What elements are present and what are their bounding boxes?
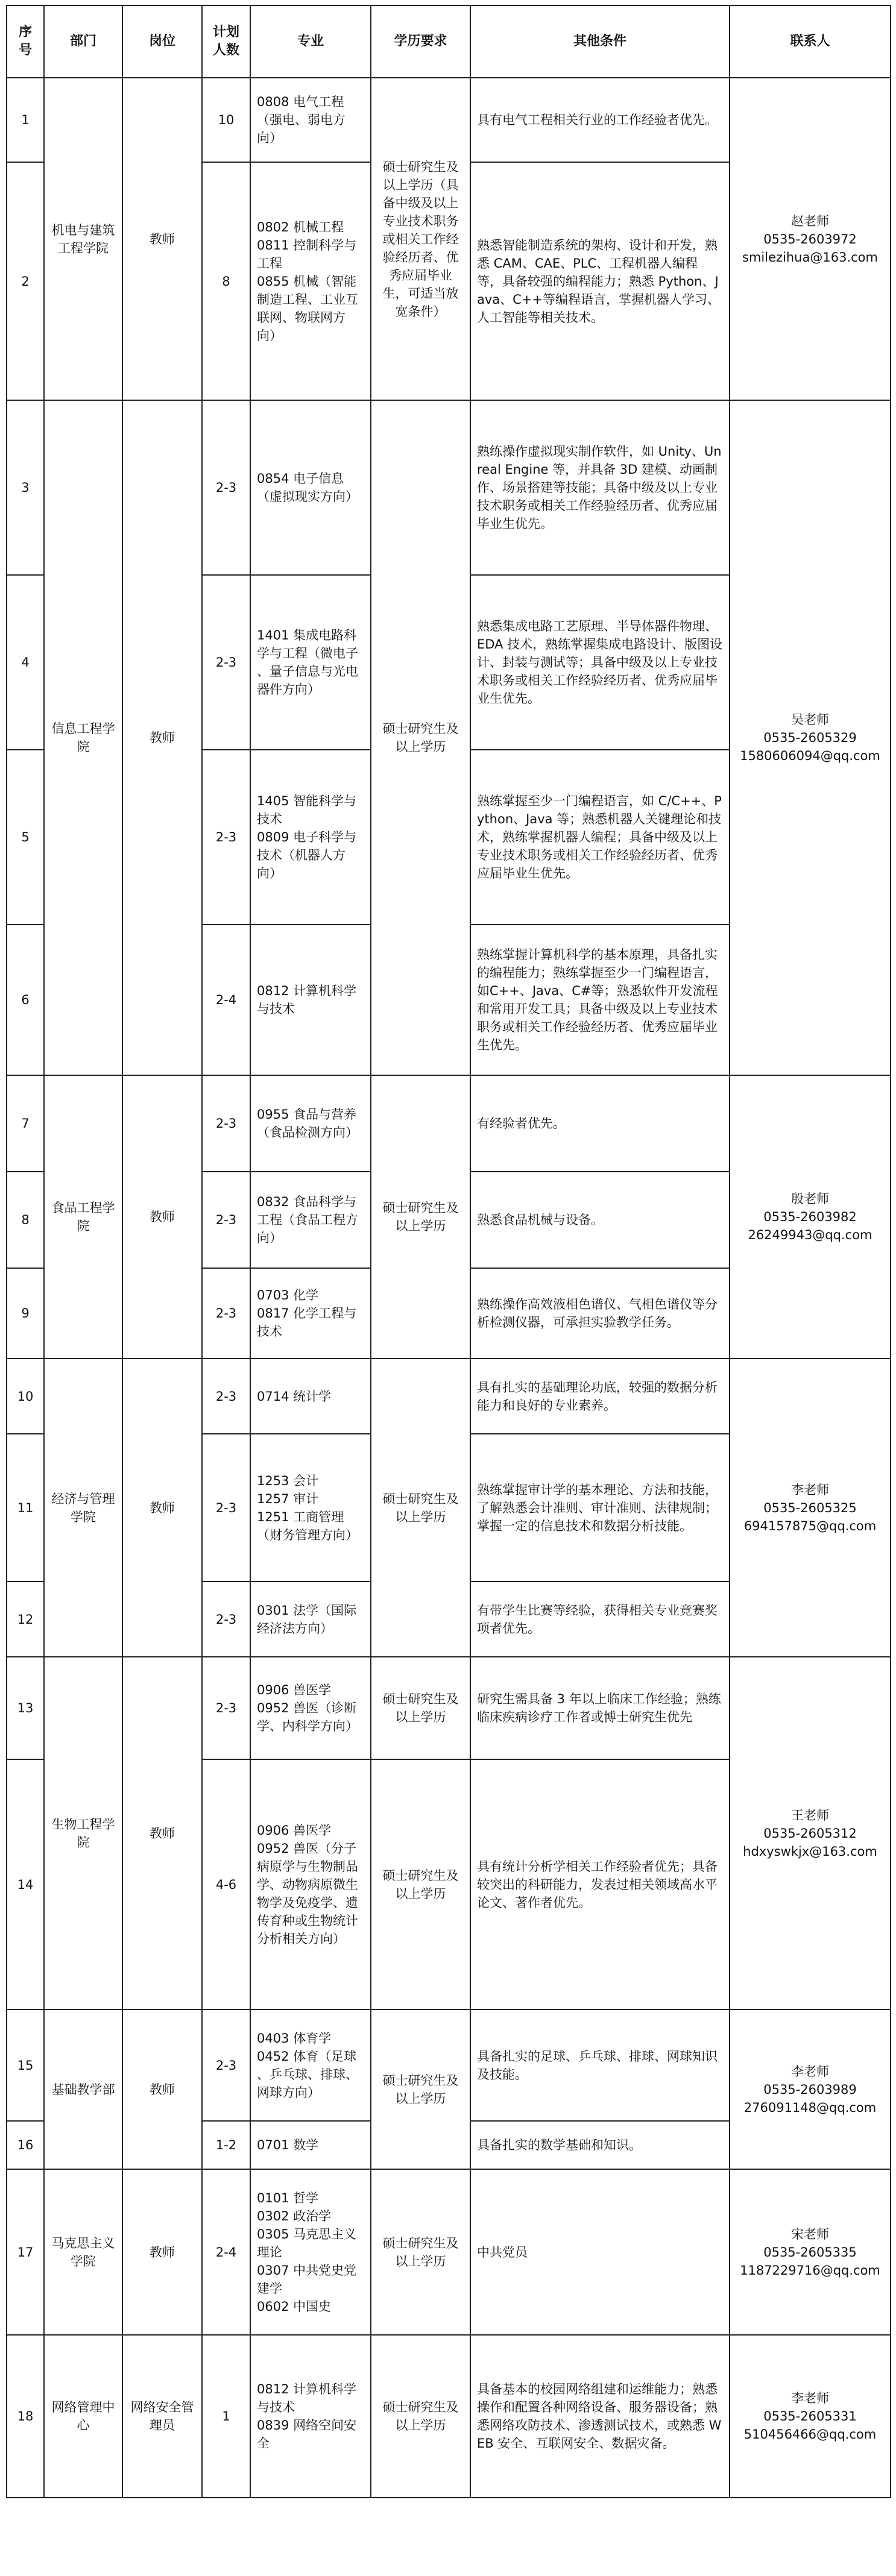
other-cell: 有带学生比赛等经验，获得相关专业竞赛奖项者优先。	[470, 1582, 730, 1657]
count-cell: 1-2	[202, 2121, 250, 2169]
post-cell: 教师	[122, 1359, 202, 1657]
post-cell: 教师	[122, 78, 202, 400]
count-cell: 2-3	[202, 1268, 250, 1359]
header-post: 岗位	[122, 5, 202, 78]
dept-cell: 机电与建筑工程学院	[44, 78, 122, 400]
major-cell: 1401 集成电路科 学与工程（微电子 、量子信息与光电 器件方向）	[250, 575, 371, 750]
other-cell: 具有电气工程相关行业的工作经验者优先。	[470, 78, 730, 162]
seq-cell: 14	[7, 1759, 44, 2009]
other-cell: 熟练掌握审计学的基本理论、方法和技能，了解熟悉会计准则、审计准则、法律规制；掌握一定的信息技术和数据分析技能。	[470, 1434, 730, 1582]
edu-cell: 硕士研究生及以上学历	[371, 1075, 470, 1359]
seq-cell: 6	[7, 925, 44, 1075]
seq-cell: 17	[7, 2169, 44, 2335]
major-cell: 0812 计算机科学 与技术 0839 网络空间安 全	[250, 2335, 371, 2498]
count-cell: 1	[202, 2335, 250, 2498]
count-cell: 2-4	[202, 2169, 250, 2335]
table-row	[7, 1075, 891, 1172]
seq-cell: 3	[7, 400, 44, 575]
other-cell: 具备扎实的数学基础和知识。	[470, 2121, 730, 2169]
recruitment-table	[6, 5, 891, 2498]
count-cell: 2-3	[202, 400, 250, 575]
dept-cell: 网络管理中心	[44, 2335, 122, 2498]
major-cell: 0701 数学	[250, 2121, 371, 2169]
major-cell: 0906 兽医学 0952 兽医（诊断 学、内科学方向）	[250, 1657, 371, 1759]
major-cell: 0832 食品科学与 工程（食品工程方 向）	[250, 1172, 371, 1268]
contact-cell: 李老师 0535-2605325 694157875@qq.com	[730, 1359, 891, 1657]
other-cell: 熟悉集成电路工艺原理、半导体器件物理、EDA 技术，熟练掌握集成电路设计、版图设计、封装与测试等；具备中级及以上专业技术职务或相关工作经验经历者、优秀应届毕业生优先。	[470, 575, 730, 750]
seq-cell: 5	[7, 750, 44, 925]
seq-cell: 9	[7, 1268, 44, 1359]
dept-cell: 生物工程学院	[44, 1657, 122, 2009]
seq-cell: 8	[7, 1172, 44, 1268]
table-row	[7, 400, 891, 575]
major-cell: 1253 会计 1257 审计 1251 工商管理 （财务管理方向）	[250, 1434, 371, 1582]
header-count: 计划人数	[202, 5, 250, 78]
major-cell: 0906 兽医学 0952 兽医（分子 病原学与生物制品 学、动物病原微生 物学及免疫学、遗 传育种或生物统计 分析相关方向）	[250, 1759, 371, 2009]
contact-cell: 王老师 0535-2605312 hdxyswkjx@163.com	[730, 1657, 891, 2009]
post-cell: 教师	[122, 2009, 202, 2169]
dept-cell: 经济与管理学院	[44, 1359, 122, 1657]
header-contact: 联系人	[730, 5, 891, 78]
contact-cell: 李老师 0535-2603989 276091148@qq.com	[730, 2009, 891, 2169]
header-other: 其他条件	[470, 5, 730, 78]
major-cell: 0955 食品与营养 （食品检测方向）	[250, 1075, 371, 1172]
other-cell: 熟悉食品机械与设备。	[470, 1172, 730, 1268]
contact-cell: 吴老师 0535-2605329 1580606094@qq.com	[730, 400, 891, 1075]
edu-cell: 硕士研究生及以上学历	[371, 2335, 470, 2498]
other-cell: 熟练掌握至少一门编程语言，如 C/C++、Python、Java 等；熟悉机器人关键理论和技术，熟练掌握机器人编程；具备中级及以上专业技术职务或相关工作经验经历者、优秀应届毕业生优先。	[470, 750, 730, 925]
major-cell: 0808 电气工程 （强电、弱电方 向）	[250, 78, 371, 162]
table-row	[7, 78, 891, 162]
count-cell: 8	[202, 162, 250, 400]
other-cell: 具有统计分析学相关工作经验者优先；具备较突出的科研能力，发表过相关领域高水平论文、著作者优先。	[470, 1759, 730, 2009]
other-cell: 熟悉智能制造系统的架构、设计和开发，熟悉 CAM、CAE、PLC、工程机器人编程等，具备较强的编程能力；熟悉 Python、Java、C++等编程语言，掌握机器人学习、人工智能等相关技术。	[470, 162, 730, 400]
post-cell: 教师	[122, 2169, 202, 2335]
major-cell: 0403 体育学 0452 体育（足球 、乒乓球、排球、 网球方向）	[250, 2009, 371, 2121]
major-cell: 0802 机械工程 0811 控制科学与 工程 0855 机械（智能 制造工程、工业互 联网、物联网方 向）	[250, 162, 371, 400]
seq-cell: 1	[7, 78, 44, 162]
contact-cell: 赵老师 0535-2603972 smilezihua@163.com	[730, 78, 891, 400]
count-cell: 2-3	[202, 750, 250, 925]
other-cell: 中共党员	[470, 2169, 730, 2335]
count-cell: 2-4	[202, 925, 250, 1075]
edu-cell: 硕士研究生及以上学历	[371, 1657, 470, 1759]
header-major: 专业	[250, 5, 371, 78]
major-cell: 0714 统计学	[250, 1359, 371, 1434]
count-cell: 2-3	[202, 1172, 250, 1268]
table-row	[7, 2169, 891, 2335]
edu-cell: 硕士研究生及以上学历	[371, 1359, 470, 1657]
edu-cell: 硕士研究生及以上学历	[371, 2169, 470, 2335]
count-cell: 2-3	[202, 1359, 250, 1434]
edu-cell: 硕士研究生及以上学历	[371, 400, 470, 1075]
dept-cell: 信息工程学院	[44, 400, 122, 1075]
edu-cell: 硕士研究生及以上学历（具备中级及以上专业技术职务或相关工作经验经历者、优秀应届毕业生，可适当放宽条件）	[371, 78, 470, 400]
table-row	[7, 2335, 891, 2498]
seq-cell: 18	[7, 2335, 44, 2498]
other-cell: 研究生需具备 3 年以上临床工作经验；熟练临床疾病诊疗工作者或博士研究生优先	[470, 1657, 730, 1759]
edu-cell: 硕士研究生及以上学历	[371, 1759, 470, 2009]
major-cell: 0703 化学 0817 化学工程与 技术	[250, 1268, 371, 1359]
count-cell: 2-3	[202, 1582, 250, 1657]
other-cell: 熟练操作虚拟现实制作软件，如 Unity、Unreal Engine 等，并具备 3D 建模、动画制作、场景搭建等技能；具备中级及以上专业技术职务或相关工作经验经历者、优秀应届毕业生优先。	[470, 400, 730, 575]
other-cell: 具备扎实的足球、乒乓球、排球、网球知识及技能。	[470, 2009, 730, 2121]
other-cell: 熟练掌握计算机科学的基本原理，具备扎实的编程能力；熟练掌握至少一门编程语言，如C++、Java、C#等；熟悉软件开发流程和常用开发工具；具备中级及以上专业技术职务或相关工作经验经历者、优秀应届毕业生优先。	[470, 925, 730, 1075]
major-cell: 0854 电子信息 （虚拟现实方向）	[250, 400, 371, 575]
major-cell: 0301 法学（国际 经济法方向）	[250, 1582, 371, 1657]
seq-cell: 7	[7, 1075, 44, 1172]
count-cell: 2-3	[202, 1657, 250, 1759]
count-cell: 2-3	[202, 1434, 250, 1582]
seq-cell: 10	[7, 1359, 44, 1434]
table-row	[7, 2009, 891, 2121]
seq-cell: 15	[7, 2009, 44, 2121]
contact-cell: 宋老师 0535-2605335 1187229716@qq.com	[730, 2169, 891, 2335]
post-cell: 教师	[122, 1657, 202, 2009]
header-dept: 部门	[44, 5, 122, 78]
seq-cell: 16	[7, 2121, 44, 2169]
other-cell: 具备基本的校园网络组建和运维能力；熟悉操作和配置各种网络设备、服务器设备；熟悉网络攻防技术、渗透测试技术，或熟悉 WEB 安全、互联网安全、数据灾备。	[470, 2335, 730, 2498]
edu-cell: 硕士研究生及以上学历	[371, 2009, 470, 2169]
table-row	[7, 1359, 891, 1434]
dept-cell: 马克思主义学院	[44, 2169, 122, 2335]
table-row	[7, 1657, 891, 1759]
dept-cell: 基础教学部	[44, 2009, 122, 2169]
major-cell: 0812 计算机科学 与技术	[250, 925, 371, 1075]
other-cell: 熟练操作高效液相色谱仪、气相色谱仪等分析检测仪器，可承担实验教学任务。	[470, 1268, 730, 1359]
other-cell: 具有扎实的基础理论功底，较强的数据分析能力和良好的专业素养。	[470, 1359, 730, 1434]
contact-cell: 李老师 0535-2605331 510456466@qq.com	[730, 2335, 891, 2498]
header-row	[7, 5, 891, 78]
post-cell: 教师	[122, 1075, 202, 1359]
count-cell: 2-3	[202, 575, 250, 750]
seq-cell: 4	[7, 575, 44, 750]
major-cell: 1405 智能科学与 技术 0809 电子科学与 技术（机器人方 向）	[250, 750, 371, 925]
count-cell: 2-3	[202, 1075, 250, 1172]
major-cell: 0101 哲学 0302 政治学 0305 马克思主义 理论 0307 中共党史党 建学 0602 中国史	[250, 2169, 371, 2335]
count-cell: 2-3	[202, 2009, 250, 2121]
post-cell: 教师	[122, 400, 202, 1075]
count-cell: 10	[202, 78, 250, 162]
other-cell: 有经验者优先。	[470, 1075, 730, 1172]
contact-cell: 殷老师 0535-2603982 26249943@qq.com	[730, 1075, 891, 1359]
seq-cell: 12	[7, 1582, 44, 1657]
seq-cell: 11	[7, 1434, 44, 1582]
header-edu: 学历要求	[371, 5, 470, 78]
count-cell: 4-6	[202, 1759, 250, 2009]
post-cell: 网络安全管理员	[122, 2335, 202, 2498]
seq-cell: 2	[7, 162, 44, 400]
dept-cell: 食品工程学院	[44, 1075, 122, 1359]
header-seq: 序号	[7, 5, 44, 78]
seq-cell: 13	[7, 1657, 44, 1759]
